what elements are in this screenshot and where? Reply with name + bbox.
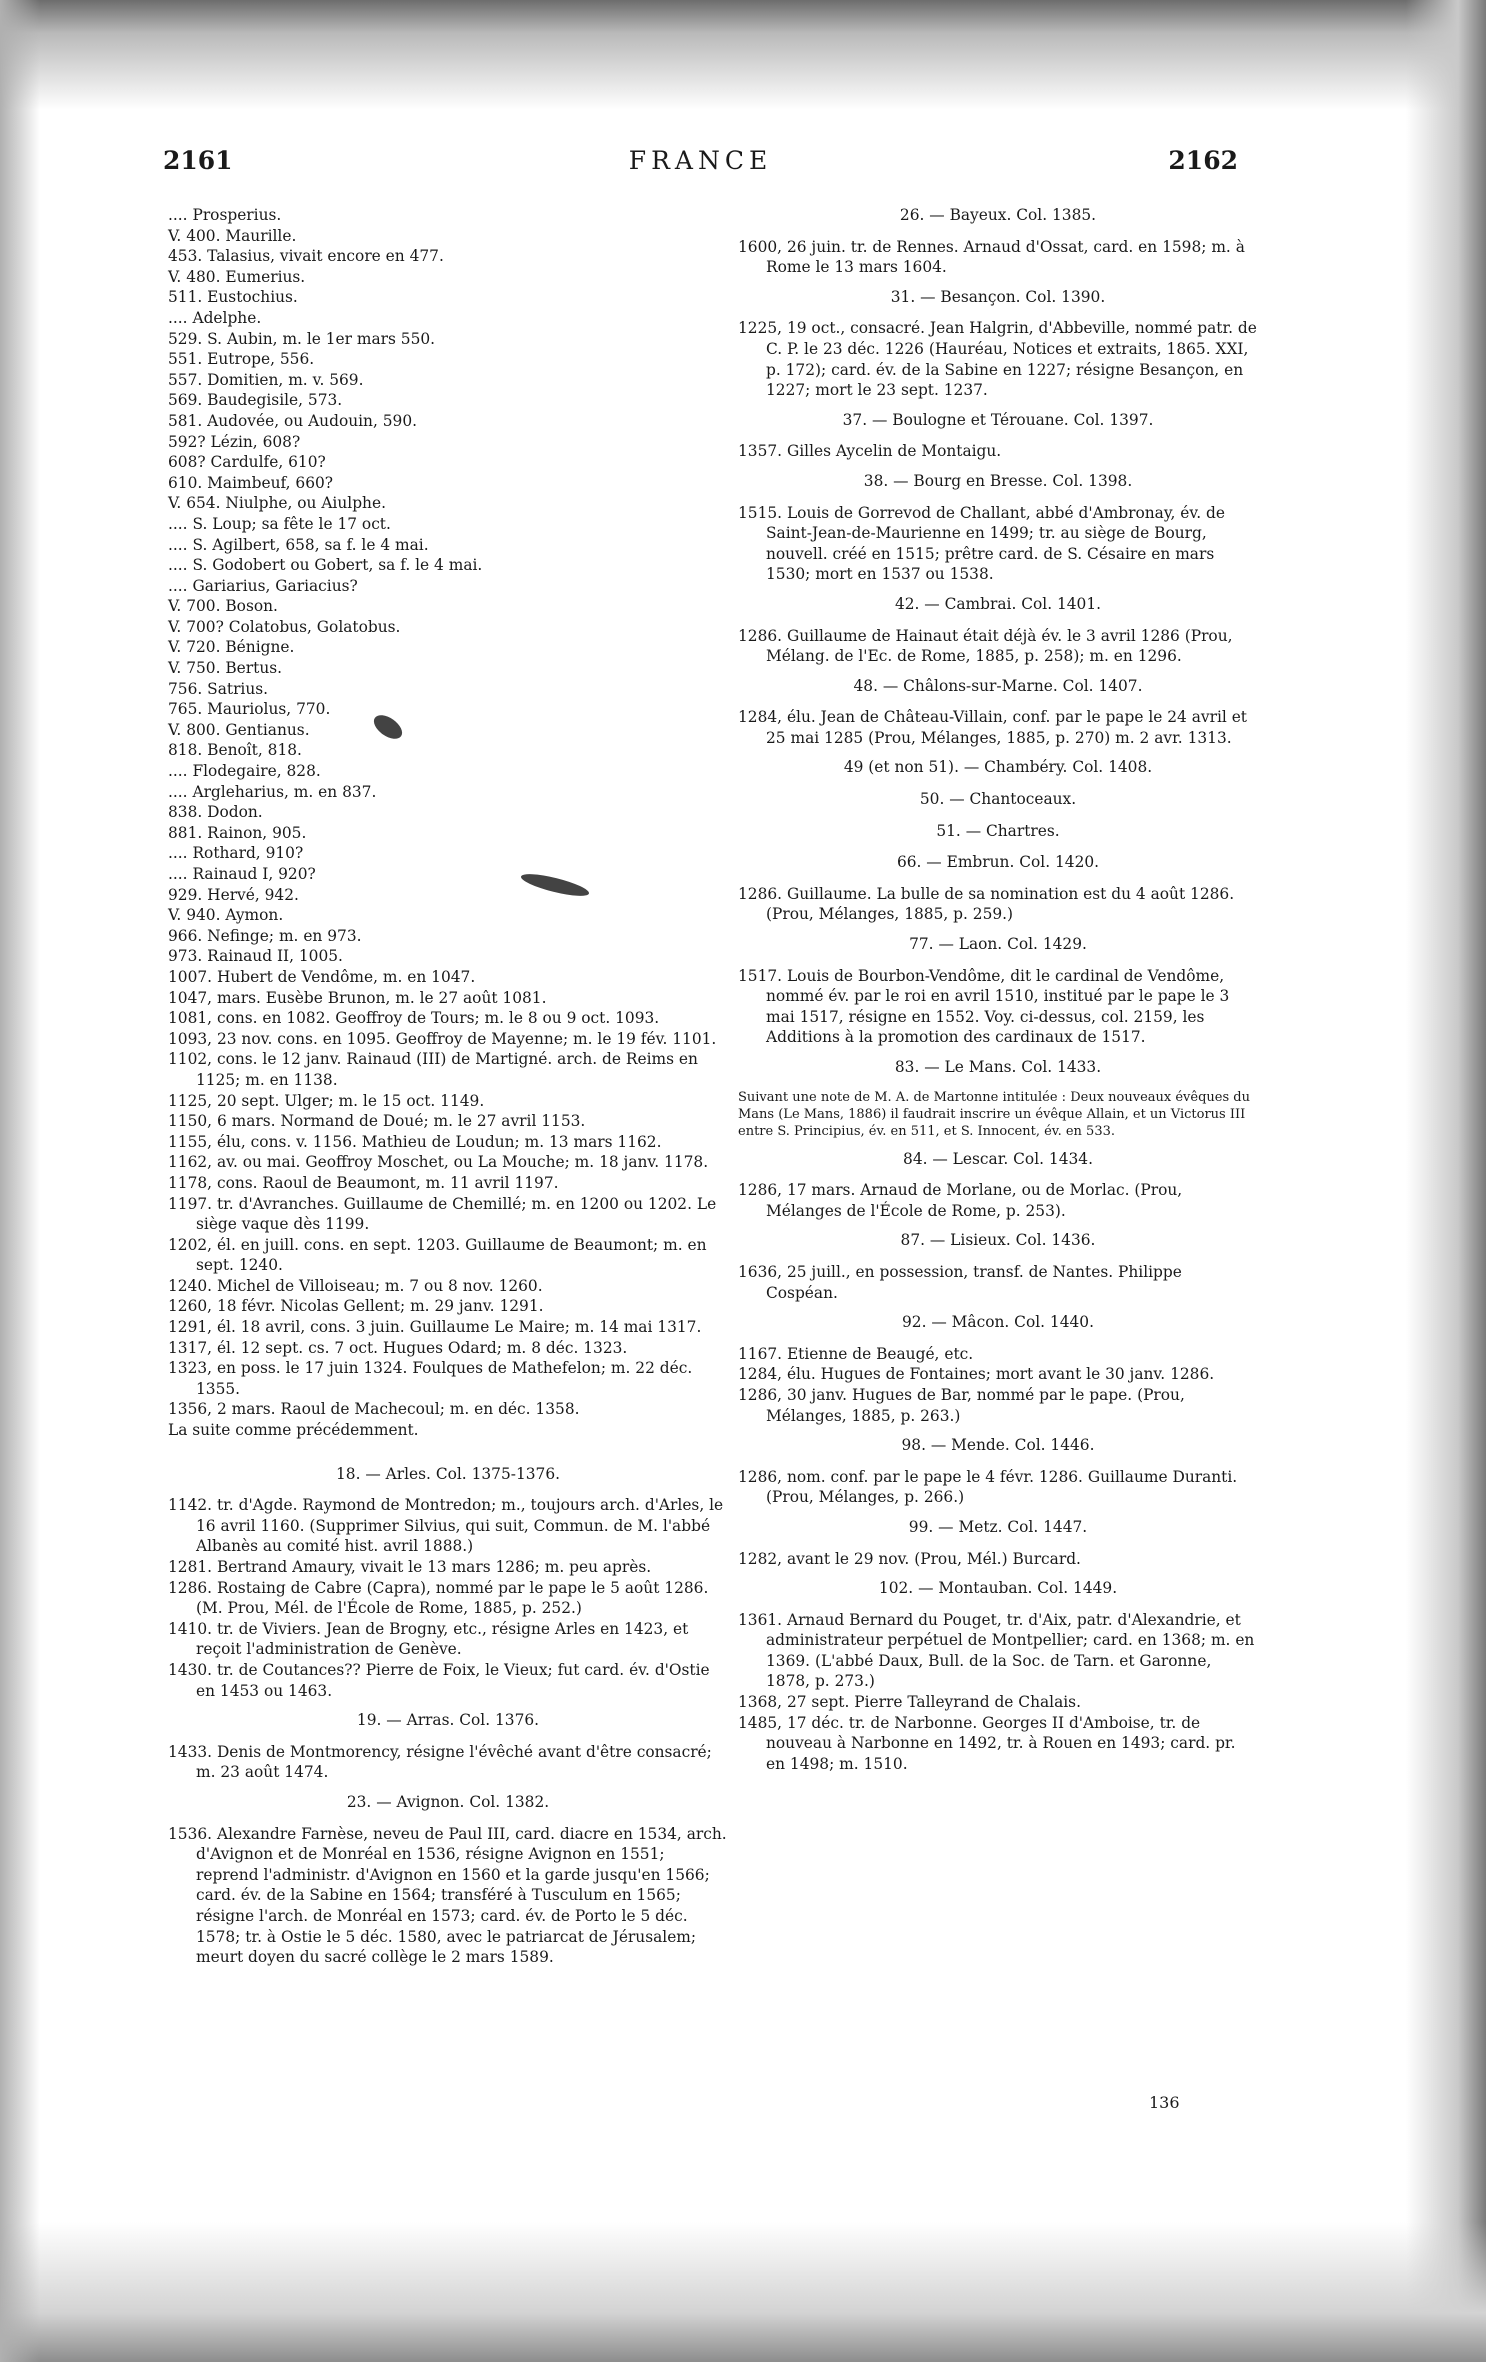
list-entry: 929. Hervé, 942. bbox=[168, 885, 299, 904]
section-heading: 31. — Besançon. Col. 1390. bbox=[890, 287, 1106, 306]
list-entry: 881. Rainon, 905. bbox=[168, 823, 307, 842]
list-entry: 1260, 18 févr. Nicolas Gellent; m. 29 janv. 1291. bbox=[168, 1297, 544, 1316]
list-entry: 1515. Louis de Gorrevod de Challant, abbé d'Ambronay, év. de Saint-Jean-de-Maurienne en 1499; tr. au siège de Bourg, nouvell. créé en 1515; prêtre card. de S. Césaire en mars 1530; mort en 1537 ou 1538. bbox=[738, 503, 1226, 584]
list-entry: 1517. Louis de Bourbon-Vendôme, dit le cardinal de Vendôme, nommé év. par le roi en avril 1510, institué par le pape le 3 mai 1517, résigne en 1552. Voy. ci-dessus, col. 2159, les Additions à la promotion des cardinaux de 1517. bbox=[738, 966, 1230, 1047]
scan-edge-right bbox=[1406, 0, 1486, 2362]
list-entry: 1286. Rostaing de Cabre (Capra), nommé par le pape le 5 août 1286. (M. Prou, Mél. de l'École de Rome, 1885, p. 252.) bbox=[168, 1578, 709, 1618]
page-header bbox=[163, 146, 1238, 186]
list-entry: 1150, 6 mars. Normand de Doué; m. le 27 avril 1153. bbox=[168, 1112, 586, 1131]
list-entry: .... Gariarius, Gariacius? bbox=[168, 576, 358, 595]
page-number-right: 2162 bbox=[1168, 146, 1238, 175]
list-entry: 1286. Guillaume. La bulle de sa nomination est du 4 août 1286. (Prou, Mélanges, 1885, p. 259.) bbox=[738, 884, 1235, 924]
list-entry: 1323, en poss. le 17 juin 1324. Foulques de Mathefelon; m. 22 déc. 1355. bbox=[168, 1359, 693, 1398]
list-entry: 1142. tr. d'Agde. Raymond de Montredon; m., toujours arch. d'Arles, le 16 avril 1160. (Supprimer Silvius, qui suit, Commun. de M. l'abbé Albanès au comité hist. avril 1888.) bbox=[168, 1496, 724, 1556]
list-entry: .... Rainaud I, 920? bbox=[168, 865, 316, 883]
list-entry: 1286, nom. conf. par le pape le 4 févr. 1286. Guillaume Duranti. (Prou, Mélanges, p. 266.) bbox=[738, 1467, 1238, 1507]
list-entry: 1291, él. 18 avril, cons. 3 juin. Guillaume Le Maire; m. 14 mai 1317. bbox=[168, 1318, 702, 1337]
folio-number: 136 bbox=[1149, 2093, 1180, 2112]
section-heading: 99. — Metz. Col. 1447. bbox=[908, 1517, 1088, 1536]
section-heading: 87. — Lisieux. Col. 1436. bbox=[900, 1231, 1096, 1250]
page-title: FRANCE bbox=[628, 146, 773, 175]
list-entry: 1357. Gilles Aycelin de Montaigu. bbox=[738, 442, 1002, 461]
right-column bbox=[738, 205, 1258, 1774]
list-entry: .... Prosperius. bbox=[168, 206, 282, 224]
list-entry: V. 480. Eumerius. bbox=[168, 267, 306, 286]
list-entry: 1410. tr. de Viviers. Jean de Brogny, etc., résigne Arles en 1423, et reçoit l'administration de Genève. bbox=[168, 1619, 689, 1659]
list-entry: 756. Satrius. bbox=[168, 679, 269, 698]
list-entry: 453. Talasius, vivait encore en 477. bbox=[168, 247, 444, 266]
list-entry: V. 800. Gentianus. bbox=[168, 720, 310, 739]
section-heading: 77. — Laon. Col. 1429. bbox=[909, 935, 1087, 954]
section-heading: 38. — Bourg en Bresse. Col. 1398. bbox=[863, 471, 1133, 490]
list-entry: 511. Eustochius. bbox=[168, 288, 298, 307]
list-entry: 1281. Bertrand Amaury, vivait le 13 mars 1286; m. peu après. bbox=[168, 1558, 652, 1576]
list-entry: .... Rothard, 910? bbox=[168, 844, 304, 863]
list-entry: .... S. Agilbert, 658, sa f. le 4 mai. bbox=[168, 535, 429, 554]
section-heading: 98. — Mende. Col. 1446. bbox=[901, 1436, 1095, 1455]
list-entry: 551. Eutrope, 556. bbox=[168, 350, 315, 369]
list-entry: 1162, av. ou mai. Geoffroy Moschet, ou La Mouche; m. 18 janv. 1178. bbox=[168, 1153, 709, 1172]
list-entry: V. 654. Niulphe, ou Aiulphe. bbox=[168, 494, 386, 513]
section-heading: 23. — Avignon. Col. 1382. bbox=[346, 1792, 550, 1811]
list-entry: 1286, 30 janv. Hugues de Bar, nommé par le pape. (Prou, Mélanges, 1885, p. 263.) bbox=[738, 1385, 1185, 1425]
list-entry: 1361. Arnaud Bernard du Pouget, tr. d'Aix, patr. d'Alexandrie, et administrateur perpétuel de Montpellier; card. en 1368; m. en 1369. (L'abbé Daux, Bull. de la Soc. de Tarn. et Garonne, 1878, p. 273.) bbox=[738, 1610, 1255, 1691]
list-entry: 1317, él. 12 sept. cs. 7 oct. Hugues Odard; m. 8 déc. 1323. bbox=[168, 1338, 628, 1357]
note: Suivant une note de M. A. de Martonne intitulée : Deux nouveaux évêques du Mans (Le Mans, 1886) il faudrait inscrire un évêque Allain, et un Victorus III entre S. Principius, év. en 511, et S. Innocent, év. en 533. bbox=[738, 1089, 1250, 1139]
list-entry: 1155, élu, cons. v. 1156. Mathieu de Loudun; m. 13 mars 1162. bbox=[168, 1132, 662, 1151]
list-entry: 765. Mauriolus, 770. bbox=[168, 700, 331, 719]
list-entry: V. 750. Bertus. bbox=[168, 659, 283, 678]
list-entry: 1600, 26 juin. tr. de Rennes. Arnaud d'Ossat, card. en 1598; m. à Rome le 13 mars 1604. bbox=[738, 237, 1245, 277]
section-heading: 83. — Le Mans. Col. 1433. bbox=[894, 1058, 1102, 1076]
section-heading: 19. — Arras. Col. 1376. bbox=[356, 1711, 540, 1730]
continuation-line: La suite comme précédemment. bbox=[168, 1421, 419, 1440]
list-entry: V. 700? Colatobus, Golatobus. bbox=[168, 617, 401, 636]
list-entry: 1433. Denis de Montmorency, résigne l'évêché avant d'être consacré; m. 23 août 1474. bbox=[168, 1742, 712, 1782]
list-entry: 1197. tr. d'Avranches. Guillaume de Chemillé; m. en 1200 ou 1202. Le siège vaque dès 1199. bbox=[168, 1194, 717, 1234]
section-heading: 51. — Chartres. bbox=[936, 821, 1060, 840]
left-column bbox=[168, 205, 728, 1968]
section-heading: 18. — Arles. Col. 1375-1376. bbox=[335, 1464, 560, 1483]
section-heading: 66. — Embrun. Col. 1420. bbox=[896, 853, 1100, 872]
list-entry: .... S. Godobert ou Gobert, sa f. le 4 mai. bbox=[168, 556, 483, 575]
list-entry: V. 720. Bénigne. bbox=[168, 638, 295, 657]
list-entry: 1007. Hubert de Vendôme, m. en 1047. bbox=[168, 967, 476, 986]
section-heading: 50. — Chantoceaux. bbox=[919, 790, 1077, 809]
list-entry: V. 700. Boson. bbox=[168, 597, 278, 616]
list-entry: 592? Lézin, 608? bbox=[168, 432, 301, 451]
list-entry: 1178, cons. Raoul de Beaumont, m. 11 avril 1197. bbox=[168, 1173, 559, 1192]
list-entry: 529. S. Aubin, m. le 1er mars 550. bbox=[168, 329, 436, 348]
list-entry: 818. Benoît, 818. bbox=[168, 741, 302, 760]
list-entry: 1081, cons. en 1082. Geoffroy de Tours; m. le 8 ou 9 oct. 1093. bbox=[168, 1009, 660, 1028]
section-heading: 49 (et non 51). — Chambéry. Col. 1408. bbox=[843, 758, 1153, 777]
section-heading: 102. — Montauban. Col. 1449. bbox=[878, 1579, 1118, 1598]
list-entry: 1536. Alexandre Farnèse, neveu de Paul III, card. diacre en 1534, arch. d'Avignon et de Monréal en 1536, résigne Avignon en 1551; reprend l'administr. d'Avignon en 1560 et la garde jusqu'en 1566; card. év. de la Sabine en 1564; transféré à Tusculum en 1565; résigne l'arch. de Monréal en 1573; card. év. de Porto le 5 déc. 1578; tr. à Ostie le 5 déc. 1580, avec le patriarcat de Jérusalem; meurt doyen du sacré collège le 2 mars 1589. bbox=[168, 1824, 727, 1967]
list-entry: 1125, 20 sept. Ulger; m. le 15 oct. 1149. bbox=[168, 1091, 485, 1110]
list-entry: 569. Baudegisile, 573. bbox=[168, 391, 343, 410]
list-entry: 1093, 23 nov. cons. en 1095. Geoffroy de Mayenne; m. le 19 fév. 1101. bbox=[168, 1029, 717, 1048]
list-entry: 1636, 25 juill., en possession, transf. de Nantes. Philippe Cospéan. bbox=[738, 1262, 1182, 1302]
section-heading: 84. — Lescar. Col. 1434. bbox=[903, 1149, 1093, 1168]
list-entry: 1202, él. en juill. cons. en sept. 1203. Guillaume de Beaumont; m. en sept. 1240. bbox=[168, 1235, 707, 1275]
scan-edge-top bbox=[0, 0, 1486, 110]
scan-edge-left bbox=[0, 0, 40, 2362]
list-entry: 1286, 17 mars. Arnaud de Morlane, ou de Morlac. (Prou, Mélanges de l'École de Rome, p. 253). bbox=[738, 1181, 1183, 1220]
list-entry: 608? Cardulfe, 610? bbox=[168, 453, 326, 472]
list-entry: 557. Domitien, m. v. 569. bbox=[168, 370, 364, 389]
list-entry: 1284, élu. Jean de Château-Villain, conf. par le pape le 24 avril et 25 mai 1285 (Prou, Mélanges, 1885, p. 270) m. 2 avr. 1313. bbox=[738, 708, 1247, 747]
page-number-left: 2161 bbox=[163, 146, 233, 175]
list-entry: 1356, 2 mars. Raoul de Machecoul; m. en déc. 1358. bbox=[168, 1400, 580, 1419]
spacer bbox=[168, 1441, 728, 1455]
section-heading: 92. — Mâcon. Col. 1440. bbox=[902, 1313, 1094, 1332]
list-entry: 1102, cons. le 12 janv. Rainaud (III) de Martigné. arch. de Reims en 1125; m. en 1138. bbox=[168, 1050, 698, 1089]
list-entry: 966. Nefinge; m. en 973. bbox=[168, 926, 362, 945]
list-entry: 1485, 17 déc. tr. de Narbonne. Georges II d'Amboise, tr. de nouveau à Narbonne en 1492, tr. à Rouen en 1493; card. pr. en 1498; m. 1510. bbox=[738, 1713, 1236, 1773]
list-entry: 973. Rainaud II, 1005. bbox=[168, 947, 343, 966]
list-entry: 1282, avant le 29 nov. (Prou, Mél.) Burcard. bbox=[738, 1549, 1081, 1568]
section-heading: 48. — Châlons-sur-Marne. Col. 1407. bbox=[853, 676, 1143, 695]
list-entry: 1240. Michel de Villoiseau; m. 7 ou 8 nov. 1260. bbox=[168, 1276, 543, 1295]
list-entry: V. 400. Maurille. bbox=[168, 226, 297, 245]
list-entry: 610. Maimbeuf, 660? bbox=[168, 473, 334, 492]
list-entry: 1225, 19 oct., consacré. Jean Halgrin, d'Abbeville, nommé patr. de C. P. le 23 déc. 1226 (Hauréau, Notices et extraits, 1865. XXI, p. 172); card. év. de la Sabine en 1227; résigne Besançon, en 1227; mort le 23 sept. 1237. bbox=[738, 319, 1257, 400]
list-entry: 1430. tr. de Coutances?? Pierre de Foix, le Vieux; fut card. év. d'Ostie en 1453 ou 1463. bbox=[168, 1660, 710, 1700]
list-entry: .... Flodegaire, 828. bbox=[168, 762, 321, 781]
list-entry: 838. Dodon. bbox=[168, 803, 263, 822]
list-entry: .... Adelphe. bbox=[168, 308, 262, 327]
list-entry: V. 940. Aymon. bbox=[168, 906, 284, 925]
list-entry: .... S. Loup; sa fête le 17 oct. bbox=[168, 514, 391, 533]
section-heading: 42. — Cambrai. Col. 1401. bbox=[894, 594, 1102, 613]
list-entry: 581. Audovée, ou Audouin, 590. bbox=[168, 411, 418, 430]
list-entry: .... Argleharius, m. en 837. bbox=[168, 782, 377, 801]
list-entry: 1286. Guillaume de Hainaut était déjà év. le 3 avril 1286 (Prou, Mélang. de l'Ec. de Rome, 1885, p. 258); m. en 1296. bbox=[738, 626, 1233, 666]
section-heading: 26. — Bayeux. Col. 1385. bbox=[899, 206, 1097, 224]
list-entry: 1167. Etienne de Beaugé, etc. bbox=[738, 1344, 974, 1363]
list-entry: 1047, mars. Eusèbe Brunon, m. le 27 août 1081. bbox=[168, 988, 547, 1007]
scan-edge-bottom bbox=[0, 2222, 1486, 2362]
section-heading: 37. — Boulogne et Térouane. Col. 1397. bbox=[842, 410, 1154, 429]
list-entry: 1368, 27 sept. Pierre Talleyrand de Chalais. bbox=[738, 1693, 1081, 1712]
list-entry: 1284, élu. Hugues de Fontaines; mort avant le 30 janv. 1286. bbox=[738, 1365, 1215, 1384]
